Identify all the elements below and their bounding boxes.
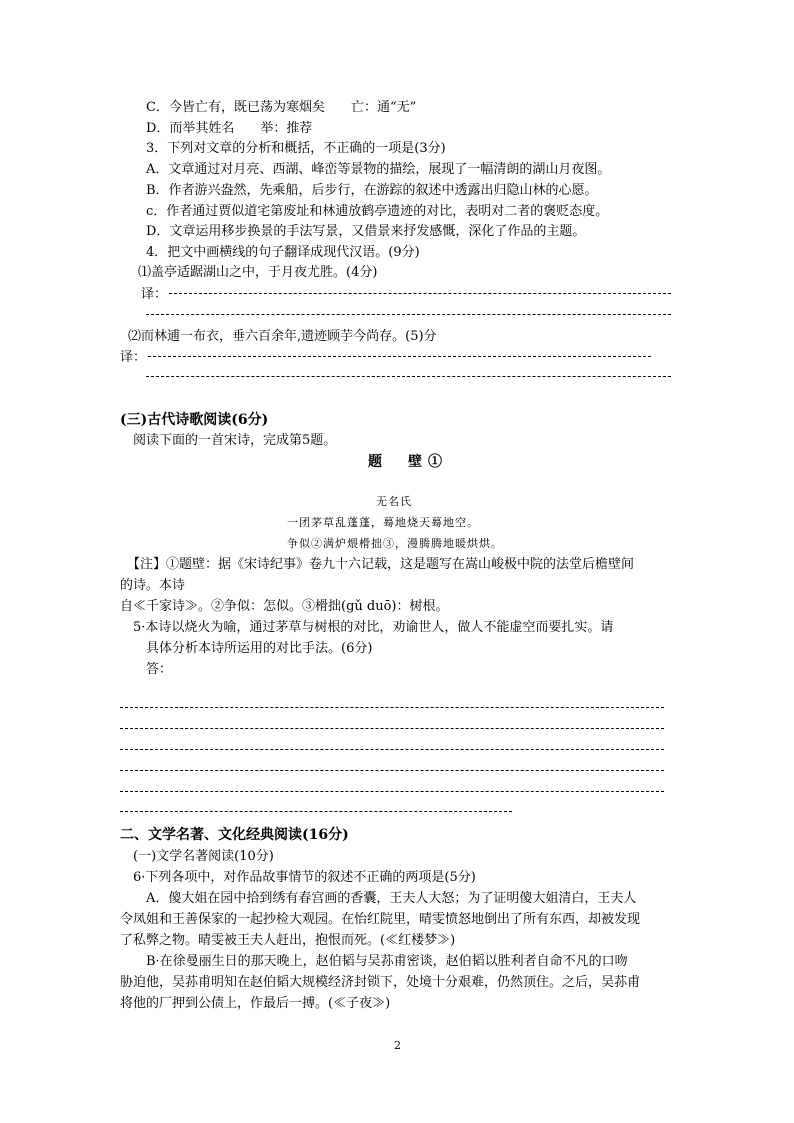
option-3c: c．作者通过贾似道宅第废址和林逋放鹤亭遗迹的对比，表明对二者的褒贬态度。 [146,204,609,219]
option-6a: A．傻大姐在园中拾到绣有春宫画的香囊，王夫人大怒；为了证明傻大姐清白，王夫人 [146,891,637,906]
poetry-instruction: 阅读下面的一首宋诗，完成第5题。 [133,433,337,448]
question-4: 4．把文中画横线的句子翻译成现代汉语。(9分) [146,245,420,260]
answer-line[interactable] [146,314,671,315]
poem-note-continued: 自≪千家诗≫。②争似：怎似。③榾拙(gǔ duō)：树根。 [120,599,449,614]
answer-line[interactable] [148,356,651,357]
poem-line-1: 一团茅草乱蓬蓬，蓦地烧天蓦地空。 [287,516,479,529]
option-3b: B．作者游兴盎然，先乘船，后步行，在游踪的叙述中透露出归隐山林的心愿。 [146,183,598,198]
question-3: 3．下列对文章的分析和概括，不正确的一项是(3分) [146,141,446,156]
poem-line-2: 争似②满炉煨榾拙③，漫腾腾地暖烘烘。 [287,537,503,550]
translation-label-1: 译： [141,287,168,302]
answer-line[interactable] [120,707,664,708]
option-2c: C．今皆亡有，既已荡为寒烟矣 亡：通“无” [146,100,417,115]
option-2d: D．而举其姓名 举：推荐 [146,121,313,136]
question-4-part-1: ⑴盖亭适踞湖山之中，于月夜尤胜。(4分) [138,265,378,280]
answer-line[interactable] [120,770,664,771]
option-6b: B·在徐曼丽生日的那天晚上，赵伯韬与吴荪甫密谈，赵伯韬以胜利者自命不凡的口吻 [146,954,628,969]
answer-line[interactable] [120,791,664,792]
option-6a-continued: 令凤姐和王善保家的一起抄检大观园。在怡红院里，晴雯愤怒地倒出了所有东西，却被发现 [120,912,641,927]
answer-line[interactable] [169,293,671,294]
subsection-heading: (一)文学名著阅读(10分) [133,849,274,864]
option-6b-continued: 胁迫他，吴荪甫明知在赵伯韬大规模经济封锁下，处境十分艰难，仍然顶住。之后，吴荪甫 [120,975,641,990]
poem-author: 无名氏 [376,495,412,508]
question-5: 5·本诗以烧火为喻，通过茅草与树根的对比，劝谕世人，做人不能虚空而要扎实。请 [133,620,614,635]
poem-note: 【注】①题壁：据《宋诗纪事》卷九十六记载，这是题写在嵩山峻极中院的法堂后檐壁间 [127,557,635,572]
page-number: 2 [394,1039,401,1052]
question-5-continued: 具体分析本诗所运用的对比手法。(6分) [146,641,373,656]
option-3a: A．文章通过对月亮、西湖、峰峦等景物的描绘，展现了一幅清朗的湖山月夜图。 [146,162,611,177]
option-6b-continued: 将他的厂押到公债上，作最后一搏。(≪子夜≫) [120,996,391,1011]
answer-line[interactable] [120,728,664,729]
section-heading-poetry: (三)古代诗歌阅读(6分) [120,412,269,428]
option-3d: D．文章运用移步换景的手法写景，又借景来抒发感慨，深化了作品的主题。 [146,224,586,239]
question-6: 6·下列各项中，对作品故事情节的叙述不正确的两项是(5分) [133,870,476,885]
poem-title: 题 壁① [368,454,448,470]
answer-label: 答： [146,662,173,677]
question-4-part-2: ⑵而林逋一布衣，垂六百余年,遗迹顾芋今尚存。(5)分 [128,329,437,344]
option-6a-continued: 了私弊之物。晴雯被王夫人赶出，抱恨而死。(≪红楼梦≫) [120,933,456,948]
poem-note-continued: 的诗。本诗 [120,578,186,593]
answer-line[interactable] [120,811,512,812]
answer-line[interactable] [120,749,664,750]
translation-label-2: 译： [120,350,147,365]
answer-line[interactable] [146,376,671,377]
section-heading-classics: 二、文学名著、文化经典阅读(16分) [120,827,349,843]
